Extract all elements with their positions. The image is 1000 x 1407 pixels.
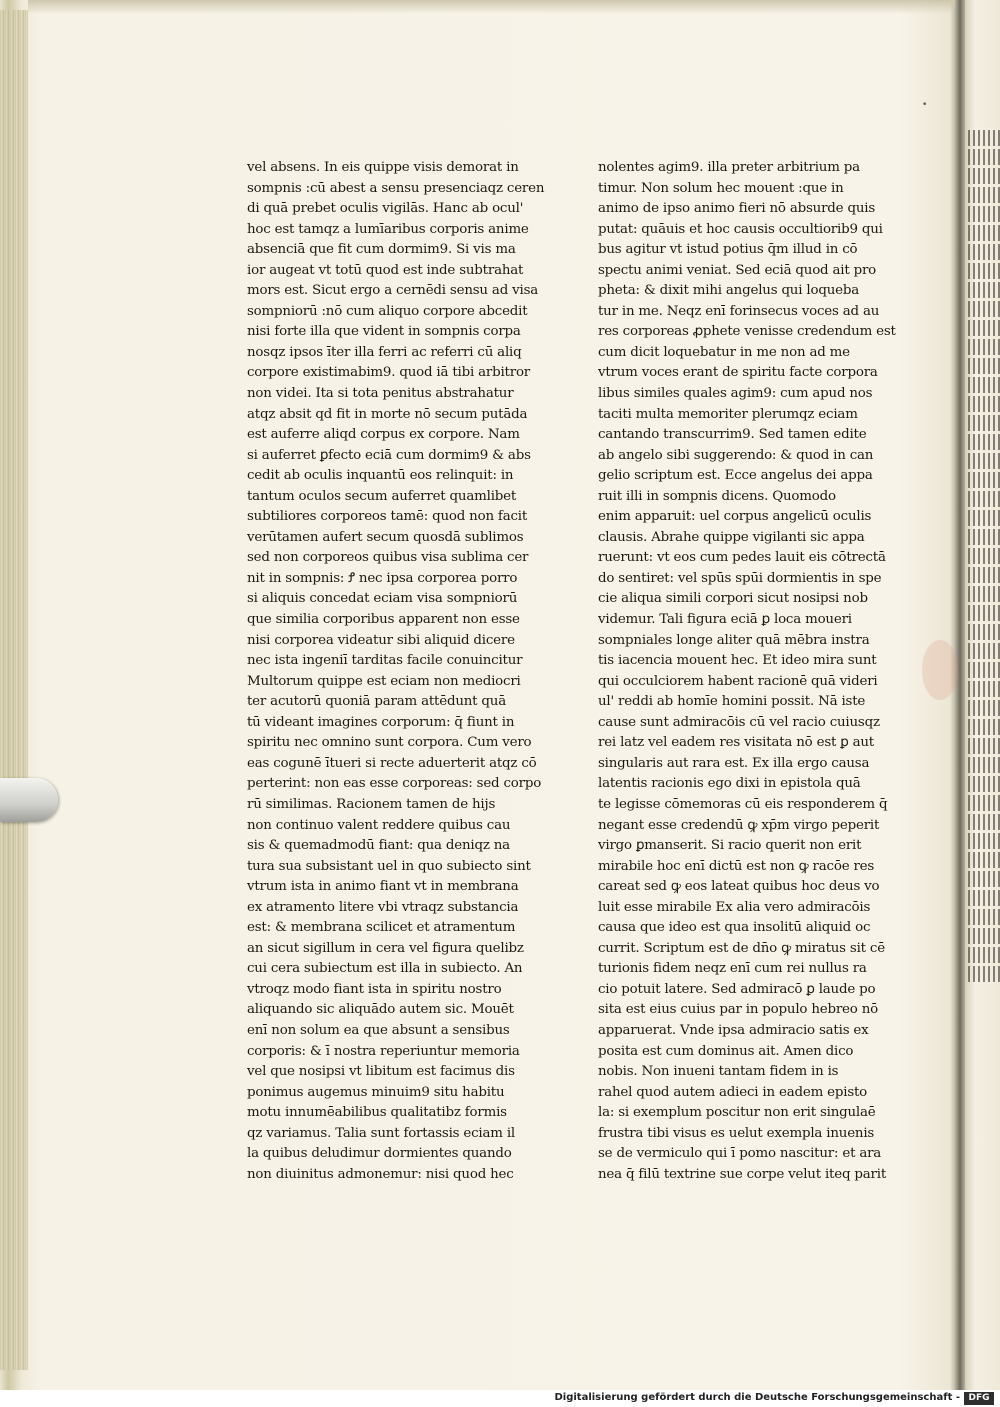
text-line: sompnis :cū abest a sensu presenciaqz ceren <box>247 180 545 196</box>
text-line: singularis aut rara est. Ex illa ergo causa <box>598 755 870 771</box>
text-line: tū videant imagines corporum: q̄ fiunt in <box>247 714 515 730</box>
text-line: cui cera subiectum est illa in subiecto. An <box>247 961 523 977</box>
text-line: nosqz ipsos īter illa ferri ac referri cū aliq <box>247 344 522 360</box>
text-line: non diuinitus admonemur: nisi quod hec <box>247 1166 514 1182</box>
page-stack-edge <box>0 10 28 1370</box>
text-line: sompniales longe aliter quā mēbra instra <box>598 632 870 648</box>
text-line: qui occulciorem habent racionē quā videri <box>598 673 878 689</box>
page-marker: • <box>922 100 928 110</box>
text-line: apparuerat. Vnde ipsa admiracio satis ex <box>598 1022 869 1038</box>
text-line: non continuo valent reddere quibus cau <box>247 817 511 833</box>
text-line: virgo ꝑmanserit. Si racio querit non erit <box>598 838 862 854</box>
text-line: nit in sompnis: Ꝭ nec ipsa corporea porro <box>247 570 518 586</box>
text-line: bus agitur vt istud potius q̄m illud in cō <box>598 242 858 258</box>
text-line: rū similimas. Racionem tamen de hijs <box>247 796 496 812</box>
text-line: sis & quemadmodū fiant: qua deniqz na <box>247 838 510 854</box>
text-line: est: & membrana scilicet et atramentum <box>247 920 516 936</box>
text-line: vtrum voces erant de spiritu facte corpora <box>598 365 878 381</box>
text-line: mors est. Sicut ergo a cernēdi sensu ad visa <box>247 283 539 299</box>
text-line: cio potuit latere. Sed admiracō ꝑ laude po <box>598 981 876 997</box>
text-line: animo de ipso animo fieri nō absurde quis <box>598 201 876 217</box>
text-line: tantum oculos secum auferret quamlibet <box>247 488 517 504</box>
text-line: Multorum quippe est eciam non mediocri <box>247 673 521 689</box>
text-line: cantando transcurrim9. Sed tamen edite <box>598 427 867 443</box>
text-line: aliquando sic aliquādo autem sic. Mouēt <box>247 1002 514 1018</box>
text-line: tura sua subsistant uel in quo subiecto sint <box>247 858 531 874</box>
text-line: currit. Scriptum est de dn̄o ꝙ miratus sit cē <box>598 940 885 956</box>
text-line: timur. Non solum hec mouent :que in <box>598 180 844 196</box>
text-line: verūtamen aufert secum quosdā sublimos <box>247 529 524 545</box>
text-line: vel que nosipsi vt libitum est facimus dis <box>247 1064 515 1080</box>
text-line: motu innumēabilibus qualitatibz formis <box>247 1105 507 1121</box>
text-line: la quibus deludimur dormientes quando <box>247 1146 512 1162</box>
text-line: corporis: & ī nostra reperiuntur memoria <box>247 1043 520 1059</box>
text-line: que similia corporibus apparent non esse <box>247 612 520 628</box>
text-line: nea q̄ filū textrine sue corpe velut iteq parit <box>598 1166 887 1182</box>
text-line: libus similes quales agim9: cum apud nos <box>598 386 873 402</box>
text-line: videmur. Tali figura eciā ꝑ loca moueri <box>598 612 852 628</box>
text-line: mirabile hoc enī dictū est non ꝙ racōe res <box>598 858 875 874</box>
text-line: cum dicit loquebatur in me non ad me <box>598 344 850 360</box>
text-line: te legisse cōmemoras cū eis responderem q̄ <box>598 796 888 812</box>
text-line: an sicut sigillum in cera vel figura quelibz <box>247 940 524 956</box>
text-line: nisi forte illa que vident in sompnis corpa <box>247 324 521 340</box>
text-line: cedit ab oculis inquantū eos relinquit: in <box>247 468 514 484</box>
text-line: vel absens. In eis quippe visis demorat in <box>247 160 519 175</box>
text-line: ruerunt: vt eos cum pedes lauit eis cōtrectā <box>598 550 886 566</box>
text-line: spectu animi veniat. Sed eciā quod ait pro <box>598 262 877 278</box>
text-line: vtrum ista in animo fiant vt in membrana <box>247 879 519 895</box>
facing-page-sliver <box>962 130 1000 1030</box>
text-line: rahel quod autem adieci in eadem episto <box>598 1084 868 1100</box>
book-clip <box>0 778 58 822</box>
text-line: si auferret ꝑfecto eciā cum dormim9 & abs <box>247 447 531 463</box>
text-line: frustra tibi visus es uelut exempla inuenis <box>598 1125 875 1141</box>
text-line: enī non solum ea que absunt a sensibus <box>247 1022 510 1038</box>
text-line: tis iacencia mouent hec. Et ideo mira sunt <box>598 653 877 669</box>
text-line: res corporeas ꝓphete venisse credendum est <box>598 324 896 340</box>
text-line: corpore existimabim9. quod iā tibi arbitror <box>247 365 531 381</box>
text-line: hoc est tamqz a lumīaribus corporis anime <box>247 221 529 237</box>
text-line: si aliquis concedat eciam visa sompniorū <box>247 591 518 607</box>
text-line: non videi. Ita si tota penitus abstrahatur <box>247 386 514 402</box>
text-line: clausis. Abrahe quippe vigilanti sic appa <box>598 529 865 545</box>
text-line: careat sed ꝙ eos lateat quibus hoc deus vo <box>598 879 880 895</box>
text-line: ul' reddi ab homīe homini possit. Nā iste <box>598 694 866 710</box>
text-line: ior augeat vt totū quod est inde subtrahat <box>247 262 524 278</box>
text-line: latentis racionis ego dixi in epistola quā <box>598 776 861 792</box>
text-line: negant esse credendū ꝙ xp̄m virgo peperit <box>598 817 880 833</box>
text-line: ponimus augemus minuim9 situ habitu <box>247 1084 505 1100</box>
text-line: rei latz vel eadem res visitata nō est ꝑ aut <box>598 735 874 751</box>
text-line: ex atramento litere vbi vtraqz substancia <box>247 899 519 915</box>
text-line: turionis fidem neqz enī cum rei nullus ra <box>598 961 867 977</box>
text-line: do sentiret: vel spūs spūi dormientis in spe <box>598 570 882 586</box>
text-line: qz variamus. Talia sunt fortassis eciam il <box>247 1125 515 1141</box>
left-text-column <box>247 158 547 1185</box>
text-line: luit esse mirabile Ex alia vero admiracōis <box>598 899 871 915</box>
text-line: nolentes agim9. illa preter arbitrium pa <box>598 160 860 175</box>
text-line: causa que ideo est qua insolitū aliquid oc <box>598 920 871 936</box>
text-line: sompniorū :nō cum aliquo corpore abcedit <box>247 303 528 319</box>
text-line: nobis. Non inueni tantam fidem in is <box>598 1064 839 1080</box>
text-line: posita est cum dominus ait. Amen dico <box>598 1043 854 1059</box>
text-line: enim apparuit: uel corpus angelicū oculis <box>598 509 872 525</box>
text-line: di quā prebet oculis vigilās. Hanc ab ocul' <box>247 201 524 217</box>
text-line: nisi corporea videatur sibi aliquid dicere <box>247 632 515 648</box>
text-line: ab angelo sibi suggerendo: & quod in can <box>598 447 874 463</box>
text-line: est auferre aliqd corpus ex corpore. Nam <box>247 427 520 443</box>
text-line: nec ista ingeniī tarditas facile conuincitur <box>247 653 523 669</box>
text-line: subtiliores corporeos tamē: quod non facit <box>247 509 528 525</box>
text-line: perterint: non eas esse corporeas: sed corpo <box>247 776 542 792</box>
footer-bar <box>0 1390 1000 1407</box>
text-line: ruit illi in sompnis dicens. Quomodo <box>598 488 836 504</box>
text-line: gelio scriptum est. Ecce angelus dei appa <box>598 468 873 484</box>
text-line: la: si exemplum poscitur non erit singulaē <box>598 1105 876 1121</box>
text-line: tur in me. Neqz enī forinsecus voces ad au <box>598 303 880 319</box>
text-line: ter acutorū quoniā param attēdunt quā <box>247 694 507 710</box>
text-line: eas cogunē ītueri si recte aduerterit atqz cō <box>247 755 537 771</box>
text-line: taciti multa memoriter plerumqz eciam <box>598 406 858 422</box>
text-line: cie aliqua simili corpori sicut nosipsi nob <box>598 591 868 607</box>
text-line: absenciā que fit cum dormim9. Si vis ma <box>247 242 516 258</box>
text-line: atqz absit qd fit in morte nō secum putāda <box>247 406 528 422</box>
text-line: pheta: & dixit mihi angelus qui loqueba <box>598 283 859 299</box>
text-line: putat: quāuis et hoc causis occultiorib9 qui <box>598 221 883 237</box>
text-line: sed non corporeos quibus visa sublima cer <box>247 550 529 566</box>
red-stain <box>922 640 958 700</box>
text-line: sita est eius cuius par in populo hebreo nō <box>598 1002 878 1018</box>
text-line: se de vermiculo qui ī pomo nascitur: et ara <box>598 1146 882 1162</box>
page-top-shadow <box>28 0 958 14</box>
right-text-column <box>598 158 910 1185</box>
dfg-logo: DFG <box>964 1392 994 1405</box>
footer-credit: Digitalisierung gefördert durch die Deutsche Forschungsgemeinschaft - <box>554 1392 960 1403</box>
text-line: cause sunt admiracōis cū vel racio cuiusqz <box>598 714 880 730</box>
text-line: spiritu nec omnino sunt corpora. Cum vero <box>247 735 532 751</box>
text-line: vtroqz modo fiant ista in spiritu nostro <box>247 981 502 997</box>
